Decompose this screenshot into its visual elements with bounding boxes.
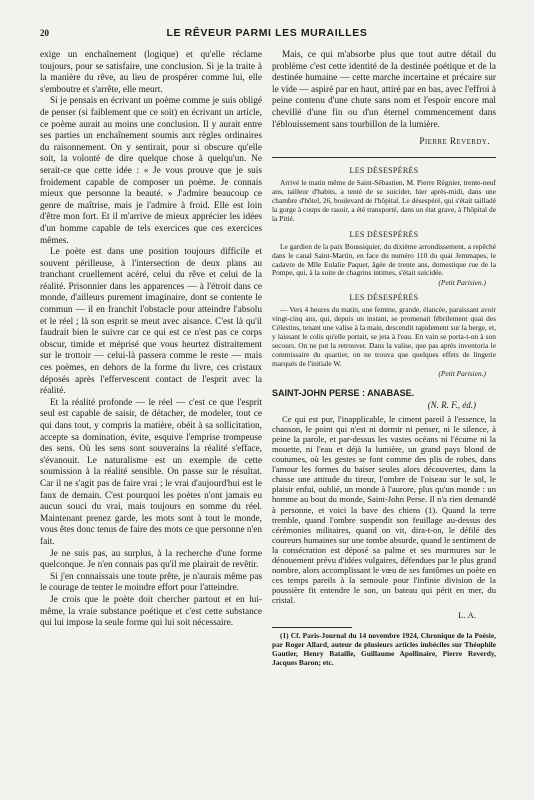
news-item: Arrivé le matin même de Saint-Sébastien, M. Pierre Régnier, trente-neuf ans, tailleur d'habits, a tenté de se suicider, hier après-midi, dans une chambre d'hôtel, 26, boulevard de l'hôpital. Le désespéré, qui s'était tailladé la gorge à coups de rasoir, a été transporté, dans un état grave, à l'hôpital de la Pitié. xyxy=(272,178,496,223)
paragraph: Je ne suis pas, au surplus, à la recherche d'une forme quelconque. Je n'en connais pas qu'il me plairait de revêtir. xyxy=(40,548,262,571)
review-signature: L. A. xyxy=(458,610,476,621)
running-title: LE RÊVEUR PARMI LES MURAILLES xyxy=(166,27,368,39)
signature-reverdy: Pierre Reverdy. xyxy=(419,137,490,148)
footnote-divider xyxy=(272,627,352,628)
paragraph: Si j'en connaissais une toute prête, je n'aurais même pas le courage de tenter le moindre effort pour l'atteindre. xyxy=(40,571,262,594)
review-publisher: (N. R. F., éd.) xyxy=(427,399,476,410)
news-heading: LES DÉSESPÉRÉS xyxy=(349,293,419,303)
news-heading: LES DÉSESPÉRÉS xyxy=(349,166,419,176)
news-source: (Petit Parisien.) xyxy=(438,368,486,378)
paragraph: Mais, ce qui m'absorbe plus que tout autre détail du problème c'est cette identité de la destinée poétique et de la destinée humaine — cette marche incertaine et précaire sur le vide — aspiré par en haut, attiré par en bas, avec l'effroi à peine contenu d'une chute sans nom et l'espoir encore mal chevillé d'une fin ou d'un éternel commencement dans l'éblouissement sans tourbillon de la lumière. xyxy=(272,50,496,130)
paragraph: Le poète est dans une position toujours difficile et souvent périlleuse, à l'intersection de deux plans au tranchant cruellement acéré, celui du rêve et celui de la réalité. Prisonnier dans les apparences — à l'étroit dans ce monde, d'ailleurs purement imaginaire, dont se contente le commun — il en franchit l'obstacle pour atteindre l'absolu et le réel ; là son esprit se meut avec aisance. C'est là qu'il faudrait bien le suivre car ce qui est ce n'est pas ce corps obscur, timide et méprisé que vous heurtez distraitement sur le trottoir — celui-là passera comme le reste — mais ces poèmes, en dehors de la forme du livre, ces cristaux déposés après l'effervescent contact de l'esprit avec la réalité. xyxy=(40,247,262,397)
section-divider xyxy=(272,157,496,158)
news-source: (Petit Parisien.) xyxy=(438,278,486,288)
news-item: — Vers 4 heures du matin, une femme, grande, élancée, paraissant avoir vingt-cinq ans, qui, depuis un instant, se promenait fébrilement quai des Célestins, tenant une valise à la main, descendit rapidement sur la berge, et, y laissant le colis qu'elle portait, se jeta à l'eau. En vain se porta-t-on à son secours. On ne put la retrouver. Dans la valise, que pas après inventoria le commissaire du quartier, on ne trouva que quelques effets de lingerie marqués de l'initiale W. xyxy=(272,305,496,368)
page-number: 20 xyxy=(40,28,49,38)
review-text: Ce qui est pur, l'inapplicable, le ciment pareil à l'essence, la chanson, le point qui n'est ni dormir ni penser, ni le silence, à peine la parole, et par-dessus les vastes océans ni l'écume ni la mouette, ni l'eau et déjà la lumière, un grand pays blond de coutumes, où les gestes se font comme des plis de robes, dans l'amour les formes du baiser seules alors découvertes, dans la chasse une attitude du tireur, l'ombre de l'oiseau sur le sol, le plaisir enfui, oublié, un monde à l'aurore, plus qu'un monde : un homme au bout du monde, Saint-John Perse. Il n'a rien demandé à personne, et voici la bave des chiens (1). Quand la terre tremble, quand l'ombre suspendit son feuillage au-dessus des cérémonies militaires, quand on vit, dira-t-on, le défilé des coureurs humaines sur une tombe absurde, quand le sentiment de la consécration est déposé sa palme et ses murmures sur le dénouement prévu d'idées vulgaires, défendues par le plus grand nombre, alors accomplissant le vœu de ses fantômes un poète en ces temps pareils à la semoule pour l'infinie division de la poussière fit entendre le son, un bateau qui périt en mer, du cristal. xyxy=(272,413,496,606)
paragraph: Je crois que le poète doit chercher partout et en lui-même, la vraie substance poétique et c'est cette substance qui lui impose la seule forme qui lui soit nécessaire. xyxy=(40,594,262,629)
left-column xyxy=(40,50,262,630)
review-heading: SAINT-JOHN PERSE : ANABASE. xyxy=(272,387,415,398)
news-item: Le gardien de la paix Boussiquier, du dixième arrondissement, a repêché dans le canal Saint-Martin, en face du numéro 110 du quai Jemmapes, le cadavre de Mlle Eulalie Paquet, âgée de trente ans, domestique rue de la Pompe, qui, à la suite de chagrins intimes, s'était suicidée. xyxy=(272,241,496,278)
paragraph: Et la réalité profonde — le réel — c'est ce que l'esprit seul est capable de saisir, de détacher, de modeler, tout ce qui dans tout, y compris la matière, obéit à sa sollicitation, accepte sa domination, évite, esquive l'emprise trompeuse des sens. Où les sens sont souverains la réalité s'efface, s'évanouit. Le naturalisme est un exemple de cette soumission à la réalité sensible. On passe sur le résultat. Car il ne s'agit pas de faire vrai ; le vrai d'aujourd'hui est le faux de demain. C'est pourquoi les poètes n'ont jamais eu aucun souci du vrai, mais toujours en somme du réel. Maintenant prenez garde, les mots sont à tout le monde, vous êtes donc tenus de faire des mots ce que personne n'en fait. xyxy=(40,397,262,547)
footnote: (1) Cf. Paris-Journal du 14 novembre 1924, Chronique de la Poésie, par Roger Allard, auteur de plusieurs articles imbéciles sur Théophile Gautier, Henry Bataille, Guillaume Apollinaire, Pierre Reverdy, Jacques Baron; etc. xyxy=(272,631,496,667)
right-column xyxy=(272,50,496,667)
news-heading: LES DÉSESPÉRÉS xyxy=(349,229,419,239)
paragraph: exige un enchaînement (logique) et qu'elle réclame toujours, pour se satisfaire, une conclusion. Si je la traite à la manière du rêve, au lieu de prospérer comme lui, elle s'emboutre et s'arrête, elle meurt. xyxy=(40,50,262,95)
paragraph: Si je pensais en écrivant un poème comme je suis obligé de penser (si faiblement que ce soit) en écrivant un article, ce poème aurait au moins une conclusion. Il y aurait entre ses parties un enchaînement soumis aux règles ordinaires du raisonnement. On y sentirait, pour si obscure qu'elle soit, la volonté de dire quelque chose à quelqu'un. Ne serait-ce que cette idée : « Je vous prouve que je suis froidement capable de composer un poème. Je connais mieux que personne la beauté. » J'admire beaucoup ce genre de maîtrise, mais je l'admire à froid. Elle est loin d'être mon fort. Et il m'arrive de mieux apprécier les idées d'un homme capable de tels exercices que ces exercices mêmes. xyxy=(40,96,262,246)
